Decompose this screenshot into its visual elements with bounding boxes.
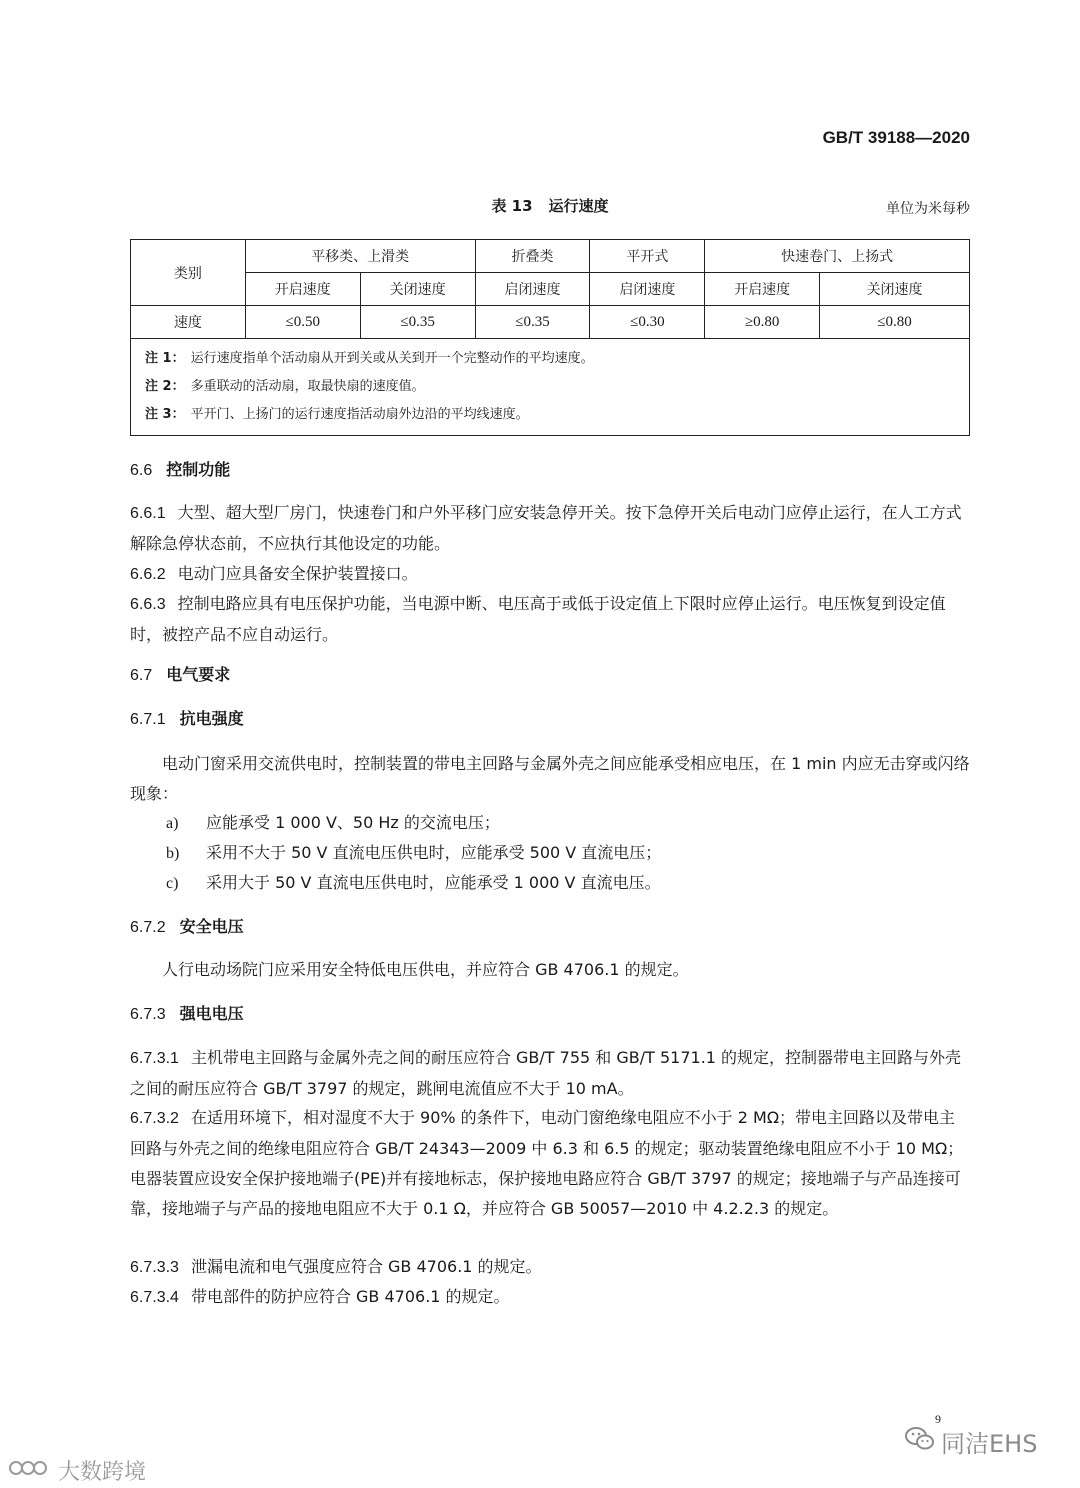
list-text: 采用大于 50 V 直流电压供电时，应能承受 1 000 V 直流电压。: [206, 873, 661, 892]
clause-number: 6.6.3: [130, 596, 166, 613]
subheader-cell: 关闭速度: [820, 273, 970, 306]
section-title: 强电电压: [179, 1004, 244, 1023]
clause-number: 6.7.3.4: [130, 1289, 179, 1306]
clause-text: 电动门应具备安全保护装置接口。: [177, 564, 418, 583]
section-title: 安全电压: [179, 917, 244, 936]
clause-paragraph: [130, 559, 970, 590]
section-number: 6.7.3: [130, 1006, 166, 1023]
list-marker: b): [166, 845, 180, 862]
subheader-cell: 启闭速度: [475, 273, 590, 306]
clause-number: 6.6.2: [130, 566, 166, 583]
standard-code: GB/T 39188—2020: [822, 128, 970, 147]
section-number: 6.6: [130, 462, 153, 479]
table-unit: 单位为米每秒: [886, 201, 970, 217]
section-heading: [130, 455, 230, 486]
group-header: 折叠类: [475, 240, 590, 273]
table-title: 运行速度: [548, 197, 609, 215]
section-number: 6.7.2: [130, 919, 166, 936]
clause-text: 在适用环境下，相对湿度不大于 90% 的条件下，电动门窗绝缘电阻应不小于 2 MΩ；带电主回路以及带电主回路与外壳之间的绝缘电阻应符合 GB/T 24343—2009 中 6.3 和 6.5 的规定；驱动装置绝缘电阻应不小于 10 MΩ；电器装置应设安全保护接地端子(PE)并有接地标志，保护接地电路应符合 GB/T 3797 的规定；接地端子与产品连接可靠，接地端子与产品的接地电阻应不大于 0.1 Ω，并应符合 GB 50057—2010 中 4.2.2.3 的规定。: [130, 1108, 964, 1218]
subheader-cell: 开启速度: [245, 273, 360, 306]
clause-number: 6.6.1: [130, 505, 166, 522]
clause-text: 带电部件的防护应符合 GB 4706.1 的规定。: [190, 1287, 510, 1306]
subheader-cell: 启闭速度: [590, 273, 705, 306]
clause-paragraph: [130, 589, 970, 650]
note-text: 多重联动的活动扇，取最快扇的速度值。: [190, 379, 425, 394]
clause-number: 6.7.3.1: [130, 1050, 179, 1067]
watermark-text: 大数跨境: [58, 1460, 147, 1485]
value-cell: ≤0.35: [475, 306, 590, 339]
speed-table: [130, 239, 970, 436]
table-notes: [131, 339, 970, 436]
group-header: 平开式: [590, 240, 705, 273]
table-row: [131, 306, 970, 339]
clause-text: 控制电路应具有电压保护功能，当电源中断、电压高于或低于设定值上下限时应停止运行。电压恢复到设定值时，被控产品不应自动运行。: [130, 594, 946, 644]
clause-paragraph: 电动门窗采用交流供电时，控制装置的带电主回路与金属外壳之间应能承受相应电压，在 1 min 内应无击穿或闪络现象：: [130, 754, 970, 803]
list-item: [166, 868, 966, 899]
section-heading: [130, 660, 230, 691]
clause-paragraph: [130, 1252, 970, 1283]
table-notes-row: [131, 339, 970, 436]
table-note: [145, 401, 955, 429]
value-cell: ≤0.80: [820, 306, 970, 339]
subsection-heading: [130, 912, 244, 943]
subsection-heading: [130, 704, 244, 735]
section-title: 抗电强度: [179, 709, 244, 728]
section-number: 6.7: [130, 667, 153, 684]
clause-number: 6.7.3.2: [130, 1110, 179, 1127]
table-note: [145, 373, 955, 401]
clause-paragraph: 人行电动场院门应采用安全特低电压供电，并应符合 GB 4706.1 的规定。: [162, 960, 689, 979]
group-header: 平移类、上滑类: [245, 240, 475, 273]
subheader-cell: 关闭速度: [360, 273, 475, 306]
clause-text: 大型、超大型厂房门，快速卷门和户外平移门应安装急停开关。按下急停开关后电动门应停止运行，在人工方式解除急停状态前，不应执行其他设定的功能。: [130, 503, 962, 553]
brand-logo-icon: [8, 1456, 54, 1486]
page-number: 9: [935, 1412, 941, 1426]
note-text: 运行速度指单个活动扇从开到关或从关到开一个完整动作的平均速度。: [190, 351, 594, 366]
subsection-heading: [130, 999, 244, 1030]
value-cell: ≤0.30: [590, 306, 705, 339]
clause-text: 主机带电主回路与金属外壳之间的耐压应符合 GB/T 755 和 GB/T 5171.1 的规定，控制器带电主回路与外壳之间的耐压应符合 GB/T 3797 的规定，跳闸电流值应不大于 10 mA。: [130, 1048, 962, 1098]
clause-paragraph: [130, 1043, 970, 1104]
header-category: 类别: [131, 240, 246, 306]
table-number: 表 13: [491, 197, 533, 215]
value-cell: ≤0.35: [360, 306, 475, 339]
subheader-cell: 开启速度: [705, 273, 820, 306]
table-note: [145, 345, 955, 373]
section-number: 6.7.1: [130, 711, 166, 728]
clause-paragraph: [130, 1103, 970, 1224]
value-cell: ≤0.50: [245, 306, 360, 339]
table-subheader-row: [131, 273, 970, 306]
list-text: 应能承受 1 000 V、50 Hz 的交流电压；: [206, 813, 500, 832]
list-marker: a): [166, 815, 179, 832]
wechat-icon: [905, 1426, 935, 1458]
section-title: 控制功能: [166, 460, 231, 479]
watermark-text: 同洁EHS: [941, 1430, 1038, 1458]
note-text: 平开门、上扬门的运行速度指活动扇外边沿的平均线速度。: [190, 407, 529, 422]
watermark-left: [8, 1455, 146, 1486]
note-label: 注 2：: [145, 379, 185, 394]
value-cell: ≥0.80: [705, 306, 820, 339]
list-marker: c): [166, 875, 179, 892]
list-item: [166, 838, 966, 869]
clause-paragraph: [130, 1282, 970, 1313]
table-header-row: [131, 240, 970, 273]
clause-text: 泄漏电流和电气强度应符合 GB 4706.1 的规定。: [190, 1257, 542, 1276]
note-label: 注 3：: [145, 407, 185, 422]
list-item: [166, 808, 966, 839]
row-label: 速度: [131, 306, 246, 339]
section-title: 电气要求: [166, 665, 231, 684]
list-text: 采用不大于 50 V 直流电压供电时，应能承受 500 V 直流电压；: [206, 843, 662, 862]
clause-paragraph: [130, 498, 970, 559]
note-label: 注 1：: [145, 351, 185, 366]
clause-number: 6.7.3.3: [130, 1259, 179, 1276]
watermark-right: [905, 1424, 1037, 1459]
group-header: 快速卷门、上扬式: [705, 240, 970, 273]
